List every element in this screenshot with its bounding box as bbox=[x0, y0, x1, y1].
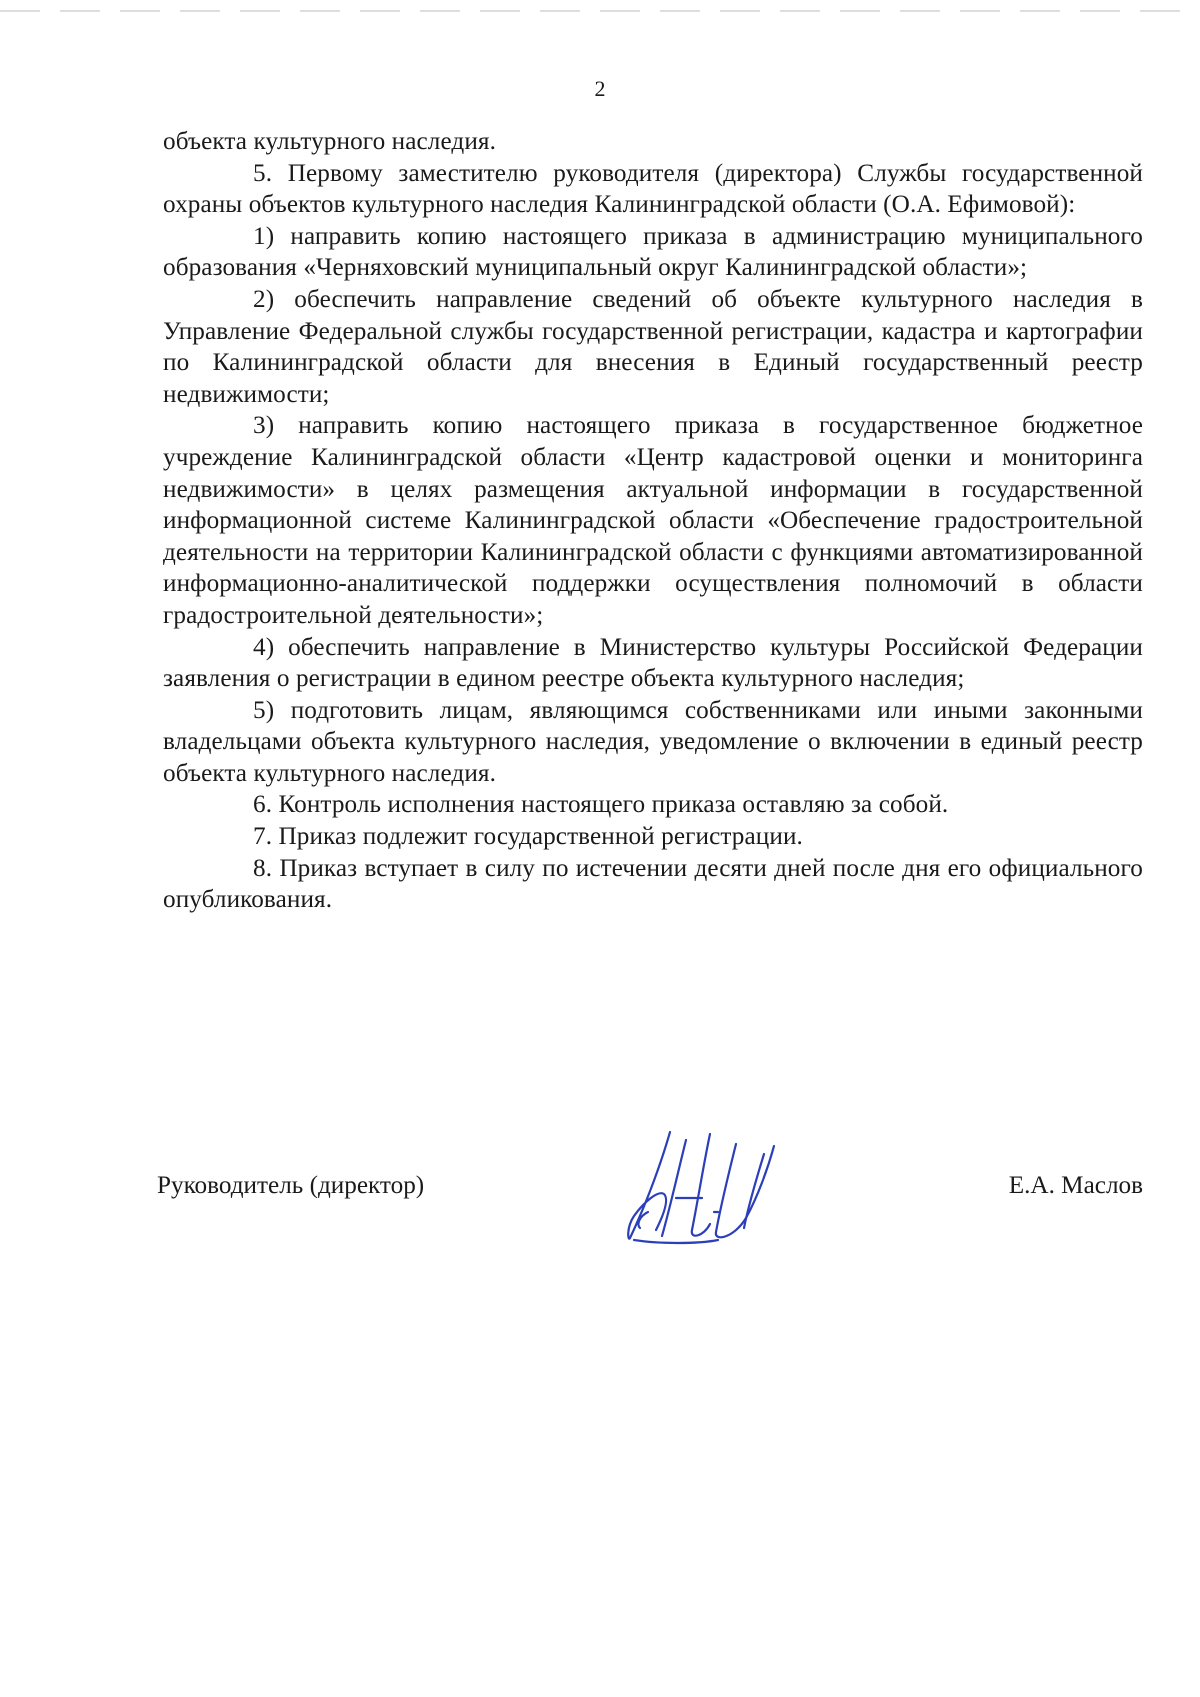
paragraph-item-8: 8. Приказ вступает в силу по истечении десяти дней после дня его официального опубликования. bbox=[163, 854, 1143, 914]
paragraph-subitem-4: 4) обеспечить направление в Министерство культуры Российской Федерации заявления о регистрации в едином реестре объекта культурного наследия; bbox=[163, 633, 1143, 693]
paragraph-subitem-1: 1) направить копию настоящего приказа в администрацию муниципального образования «Черняховский муниципальный округ Калининградской области»; bbox=[163, 222, 1143, 282]
paragraph-subitem-5: 5) подготовить лицам, являющимся собственниками или иными законными владельцами объекта культурного наследия, уведомление о включении в единый реестр объекта культурного наследия. bbox=[163, 696, 1143, 787]
signatory-name: Е.А. Маслов bbox=[1008, 1172, 1143, 1199]
page-number: 2 bbox=[594, 76, 606, 101]
paragraph-item-6: 6. Контроль исполнения настоящего приказа оставляю за собой. bbox=[253, 791, 949, 819]
paragraph-subitem-3: 3) направить копию настоящего приказа в государственное бюджетное учреждение Калининградской области «Центр кадастровой оценки и мониторинга недвижимости» в целях размещения актуальной информации в государственной информационной системе Калининградской области «Обеспечение градостроительной деятельности на территории Калининградской области с функциями автоматизированной информационно-аналитической поддержки осуществления полномочий в области градостроительной деятельности»; bbox=[163, 412, 1143, 629]
paragraph-item-5: 5. Первому заместителю руководителя (директора) Службы государственной охраны объектов культурного наследия Калининградской области (О.А. Ефимовой): bbox=[163, 159, 1143, 219]
scan-edge-artifact bbox=[0, 10, 1200, 12]
paragraph-item-7: 7. Приказ подлежит государственной регистрации. bbox=[253, 823, 803, 851]
paragraph-continuation: объекта культурного наследия. bbox=[163, 128, 497, 155]
paragraph-subitem-2: 2) обеспечить направление сведений об объекте культурного наследия в Управление Федеральной службы государственной регистрации, кадастра и картографии по Калининградской области для внесения в Единый государственный реестр недвижимости; bbox=[163, 285, 1143, 408]
signatory-position: Руководитель (директор) bbox=[157, 1172, 425, 1199]
handwritten-signature-icon bbox=[618, 1120, 818, 1250]
document-body bbox=[163, 126, 1143, 916]
